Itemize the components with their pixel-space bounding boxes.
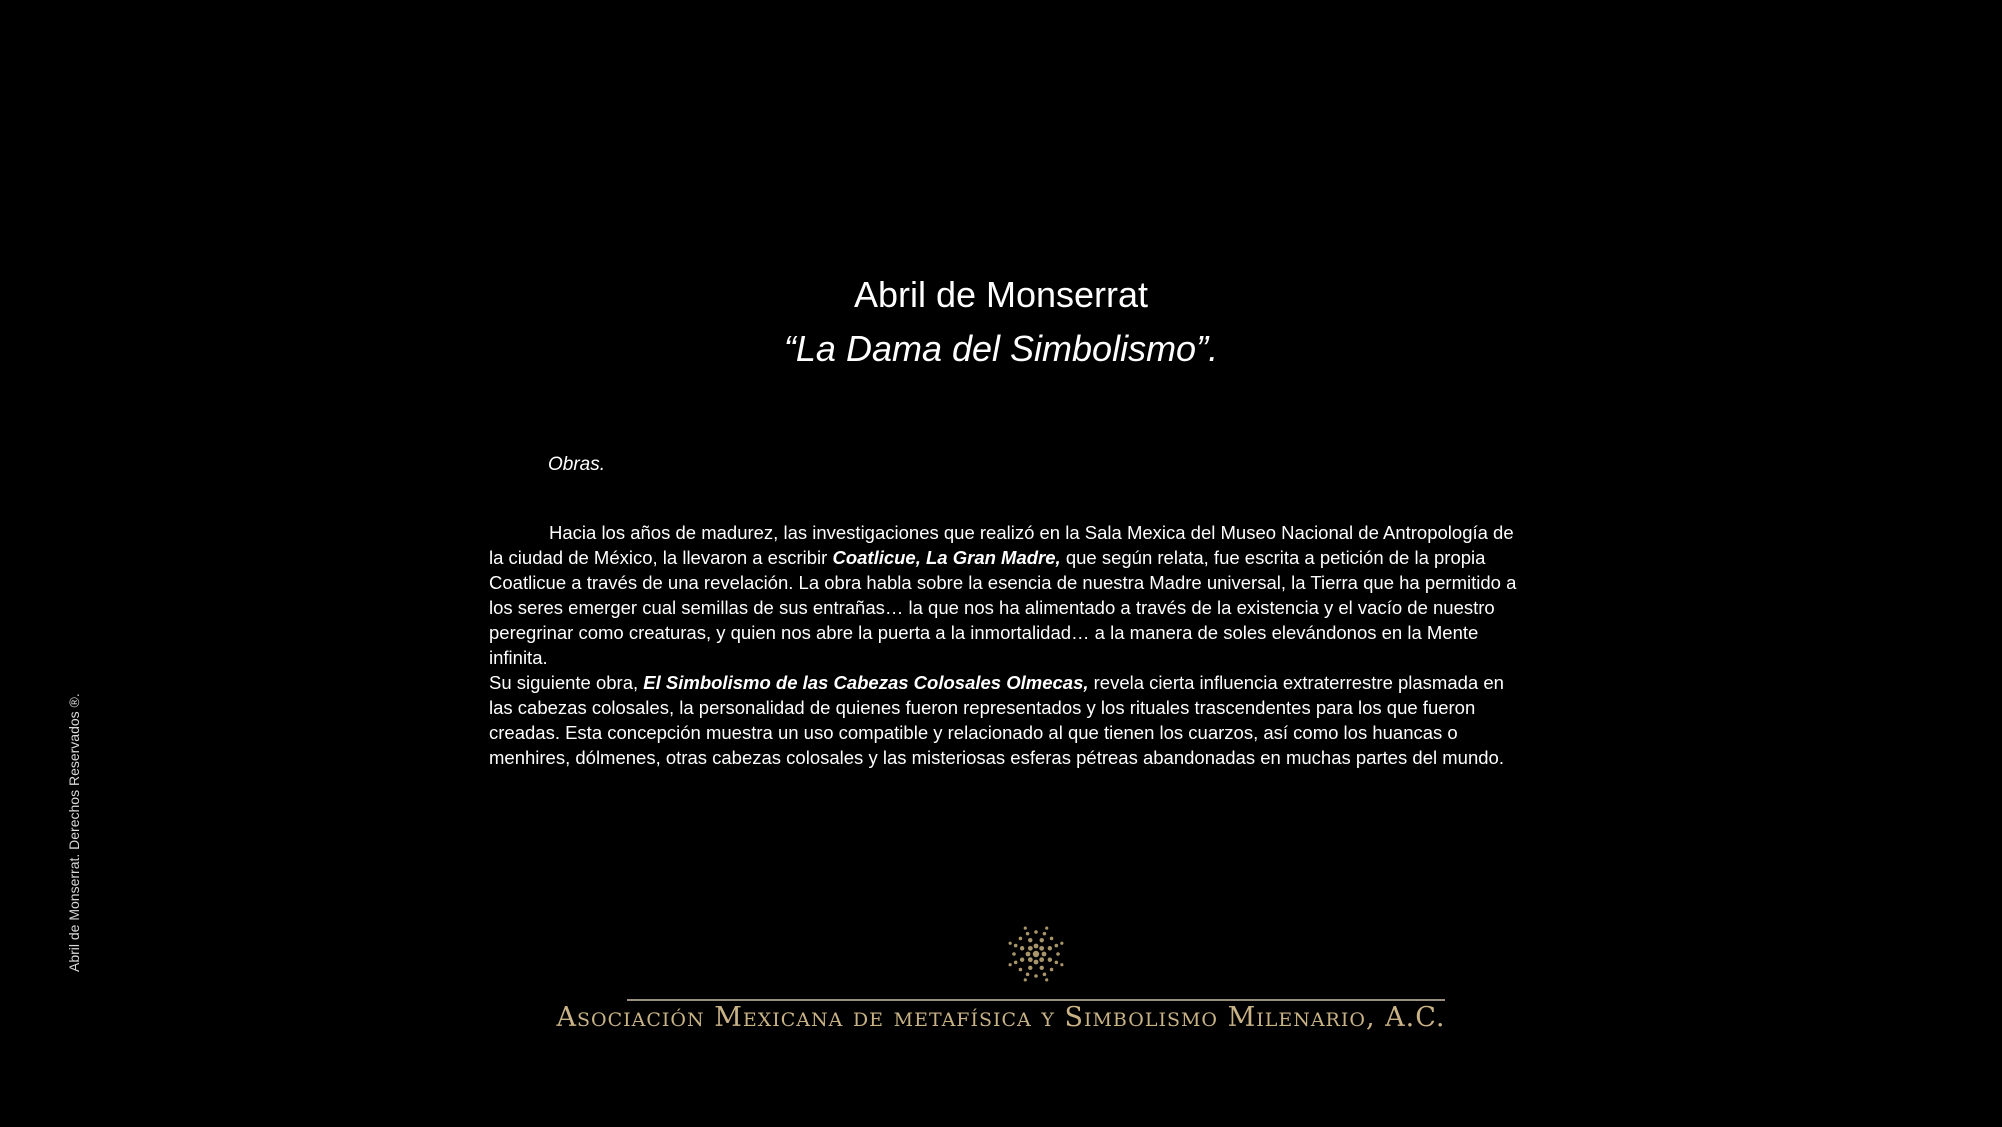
sun-emblem-icon — [1006, 924, 1066, 984]
emblem-dot — [1028, 966, 1032, 970]
section-label: Obras. — [548, 454, 606, 475]
sun-emblem-icon — [1006, 924, 1066, 984]
paragraph-text: Su siguiente obra, — [489, 672, 644, 693]
emblem-dot — [1056, 952, 1060, 956]
body-text — [489, 520, 1517, 770]
emblem-dot — [1009, 963, 1012, 966]
emblem-dot — [1060, 963, 1063, 966]
emblem-dot — [1055, 944, 1059, 948]
emblem-dot — [1050, 968, 1054, 972]
emblem-dot — [1014, 961, 1018, 965]
emblem-dot — [1028, 938, 1032, 942]
emblem-dot — [1043, 973, 1047, 977]
emblem-dot — [1024, 927, 1027, 930]
emblem-dot — [1048, 958, 1052, 962]
title-block — [0, 270, 2002, 374]
paragraph-coatlicue — [489, 520, 1517, 670]
emblem-dot — [1050, 937, 1054, 941]
emblem-dot — [1026, 932, 1030, 936]
emblem-dot — [1034, 930, 1038, 934]
paragraph-text: revela cierta influencia extraterrestre plasmada en las cabezas colosales, la personalidad de quienes fueron representados y los rituales trascendentes para los que fueron creadas. Esta concepción muestra un uso compatible y relacionado al que tienen los cuarzos, así como los huancas o menhires, dólmenes, otras cabezas colosales y las misteriosas esferas pétreas abandonadas en muchas partes del mundo. — [489, 672, 1504, 768]
paragraph-text: que según relata, fue escrita a petición de la propia Coatlicue a través de una revelación. La obra habla sobre la esencia de nuestra Madre universal, la Tierra que ha permitido a los seres emerger cual semillas de sus entrañas… la que nos ha alimentado a través de la existencia y el vacío de nuestro peregrinar como creaturas, y quien nos abre la puerta a la inmortalidad… a la manera de soles elevándonos en la Mente infinita. — [489, 547, 1517, 668]
emblem-dot — [1039, 957, 1044, 962]
emblem-dot — [1042, 952, 1047, 957]
emblem-dot — [1055, 961, 1059, 965]
emblem-dot — [1040, 966, 1044, 970]
emblem-dot — [1020, 946, 1024, 950]
emblem-dot — [1012, 952, 1016, 956]
footer-divider — [627, 999, 1445, 1001]
emblem-dot — [1034, 974, 1038, 978]
emblem-dot — [1026, 973, 1030, 977]
emblem-dot — [1034, 960, 1039, 965]
paragraph-text: Hacia los años de madurez, las investigaciones que realizó en la Sala Mexica del Museo Nacional de Antropología de la ciudad de México, la llevaron a escribir — [489, 522, 1514, 568]
emblem-dot — [1024, 978, 1027, 981]
organization-name: Asociación Mexicana de metafísica y Simbolismo Milenario, A.C. — [556, 1002, 1446, 1033]
emblem-dot — [1014, 944, 1018, 948]
paragraph-olmecas — [489, 670, 1517, 770]
emblem-dot — [1026, 952, 1031, 957]
emblem-dot — [1045, 927, 1048, 930]
emblem-dot — [1039, 946, 1044, 951]
emblem-dot — [1060, 942, 1063, 945]
emblem-dot — [1009, 942, 1012, 945]
emblem-dot — [1040, 938, 1044, 942]
emblem-dot — [1028, 957, 1033, 962]
emblem-dot — [1034, 944, 1039, 949]
emblem-dot — [1048, 946, 1052, 950]
emblem-dot — [1019, 968, 1023, 972]
emblem-dot — [1020, 958, 1024, 962]
emblem-dot — [1033, 951, 1039, 957]
page-title: Abril de Monserrat — [853, 274, 1149, 315]
copyright-note: Abril de Monserrat. Derechos Reservados ®. — [66, 693, 82, 972]
emblem-dot — [1045, 978, 1048, 981]
emblem-dot — [1028, 946, 1033, 951]
work-title-olmecas: El Simbolismo de las Cabezas Colosales Olmecas, — [643, 672, 1089, 693]
emblem-dot — [1043, 932, 1047, 936]
emblem-dot — [1019, 937, 1023, 941]
page-subtitle: “La Dama del Simbolismo”. — [783, 328, 1219, 369]
work-title-coatlicue: Coatlicue, La Gran Madre, — [832, 547, 1061, 568]
